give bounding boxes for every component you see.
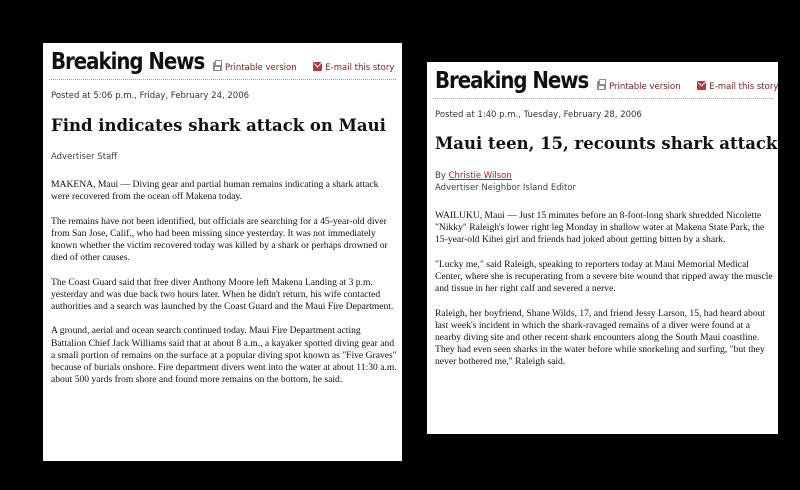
article-paragraph: WAILUKU, Maui — Just 15 minutes before an 8-foot-long shark shredded Nicolette "Nikky" Raleigh's lower right leg Monday in shallow water at Makena State Park, the 15-year-old Kihei girl and friends had joked about getting bitten by a shark. (435, 210, 765, 246)
byline-author-line (435, 170, 576, 182)
byline (435, 170, 576, 194)
dotted-divider (433, 98, 772, 99)
article-paragraph: Raleigh, her boyfriend, Shane Wilds, 17, and friend Jessy Larson, 15, had heard about last week's incident in which the shark-ravaged remains of a diver were found at a nearby diving site and other recent shark encounters along the South Maui coastline. They had even seen sharks in the water before while snorkeling and surfing, "but they never bothered me," Raleigh said. (435, 307, 766, 368)
article-tools (213, 62, 402, 73)
author-title: Advertiser Neighbor Island Editor (435, 183, 577, 193)
printable-version-label: Printable version (225, 63, 297, 73)
printable-version-link[interactable] (597, 81, 681, 92)
breaking-news-logo: Breaking News (51, 49, 205, 75)
article-paragraph: The remains have not been identified, but officials are searching for a 45-year-old diver from San Jose, Calif., who had been missing since yesterday. It was not immediately known whether the victim recovered today was killed by a shark or perhaps drowned or died of other causes. (51, 215, 388, 264)
article-paragraph: A ground, aerial and ocean search continued today. Maui Fire Department acting Battalion Chief Jack Williams said that at about 8 a.m., a kayaker spotted diving gear and a small portion of remains on the surface at a popular diving spot known as "Five Graves" because of burials onshore. Fire department divers went into the water at about 11:30 a.m. about 500 yards from shore and found more remains on the bottom, he said. (51, 325, 397, 386)
author-link[interactable]: Christie Wilson (448, 171, 512, 181)
article-tools (597, 81, 778, 92)
article-paragraph: The Coast Guard said that free diver Anthony Moore left Makena Landing at 3 p.m. yesterday and was due back two hours later. When he didn't return, his wife contacted authorities and a search was launched by the Coast Guard and the Maui Fire Department. (51, 276, 394, 312)
article-headline: Maui teen, 15, recounts shark attack (435, 134, 778, 153)
printer-icon (213, 62, 222, 71)
article-paragraph: "Lucky me," said Raleigh, speaking to reporters today at Maui Memorial Medical Center, where she is recuperating from a severe bite wound that ripped away the muscle and tissue in her right calf and severed a nerve. (435, 258, 773, 295)
article-panel-right (427, 62, 778, 434)
article-body (51, 179, 398, 399)
printable-version-label: Printable version (609, 82, 681, 92)
printable-version-link[interactable] (213, 62, 297, 73)
article-body (435, 210, 774, 381)
email-story-label: E-mail this story (325, 63, 395, 73)
posted-timestamp: Posted at 5:06 p.m., Friday, February 24, 2006 (51, 91, 250, 101)
article-panel-left (43, 43, 402, 461)
email-story-link[interactable] (697, 81, 778, 92)
byline-prefix: By (435, 171, 449, 181)
article-paragraph: MAKENA, Maui — Diving gear and partial human remains indicating a shark attack were recovered from the ocean off Makena today. (51, 179, 379, 203)
email-story-label: E-mail this story (709, 82, 778, 92)
article-headline: Find indicates shark attack on Maui (51, 116, 386, 135)
dotted-divider (49, 79, 396, 80)
printer-icon (597, 81, 606, 90)
posted-timestamp: Posted at 1:40 p.m., Tuesday, February 28, 2006 (435, 110, 642, 120)
byline: Advertiser Staff (51, 152, 118, 162)
email-icon (697, 81, 706, 90)
breaking-news-logo: Breaking News (435, 68, 589, 94)
email-story-link[interactable] (313, 62, 394, 73)
email-icon (313, 62, 322, 71)
